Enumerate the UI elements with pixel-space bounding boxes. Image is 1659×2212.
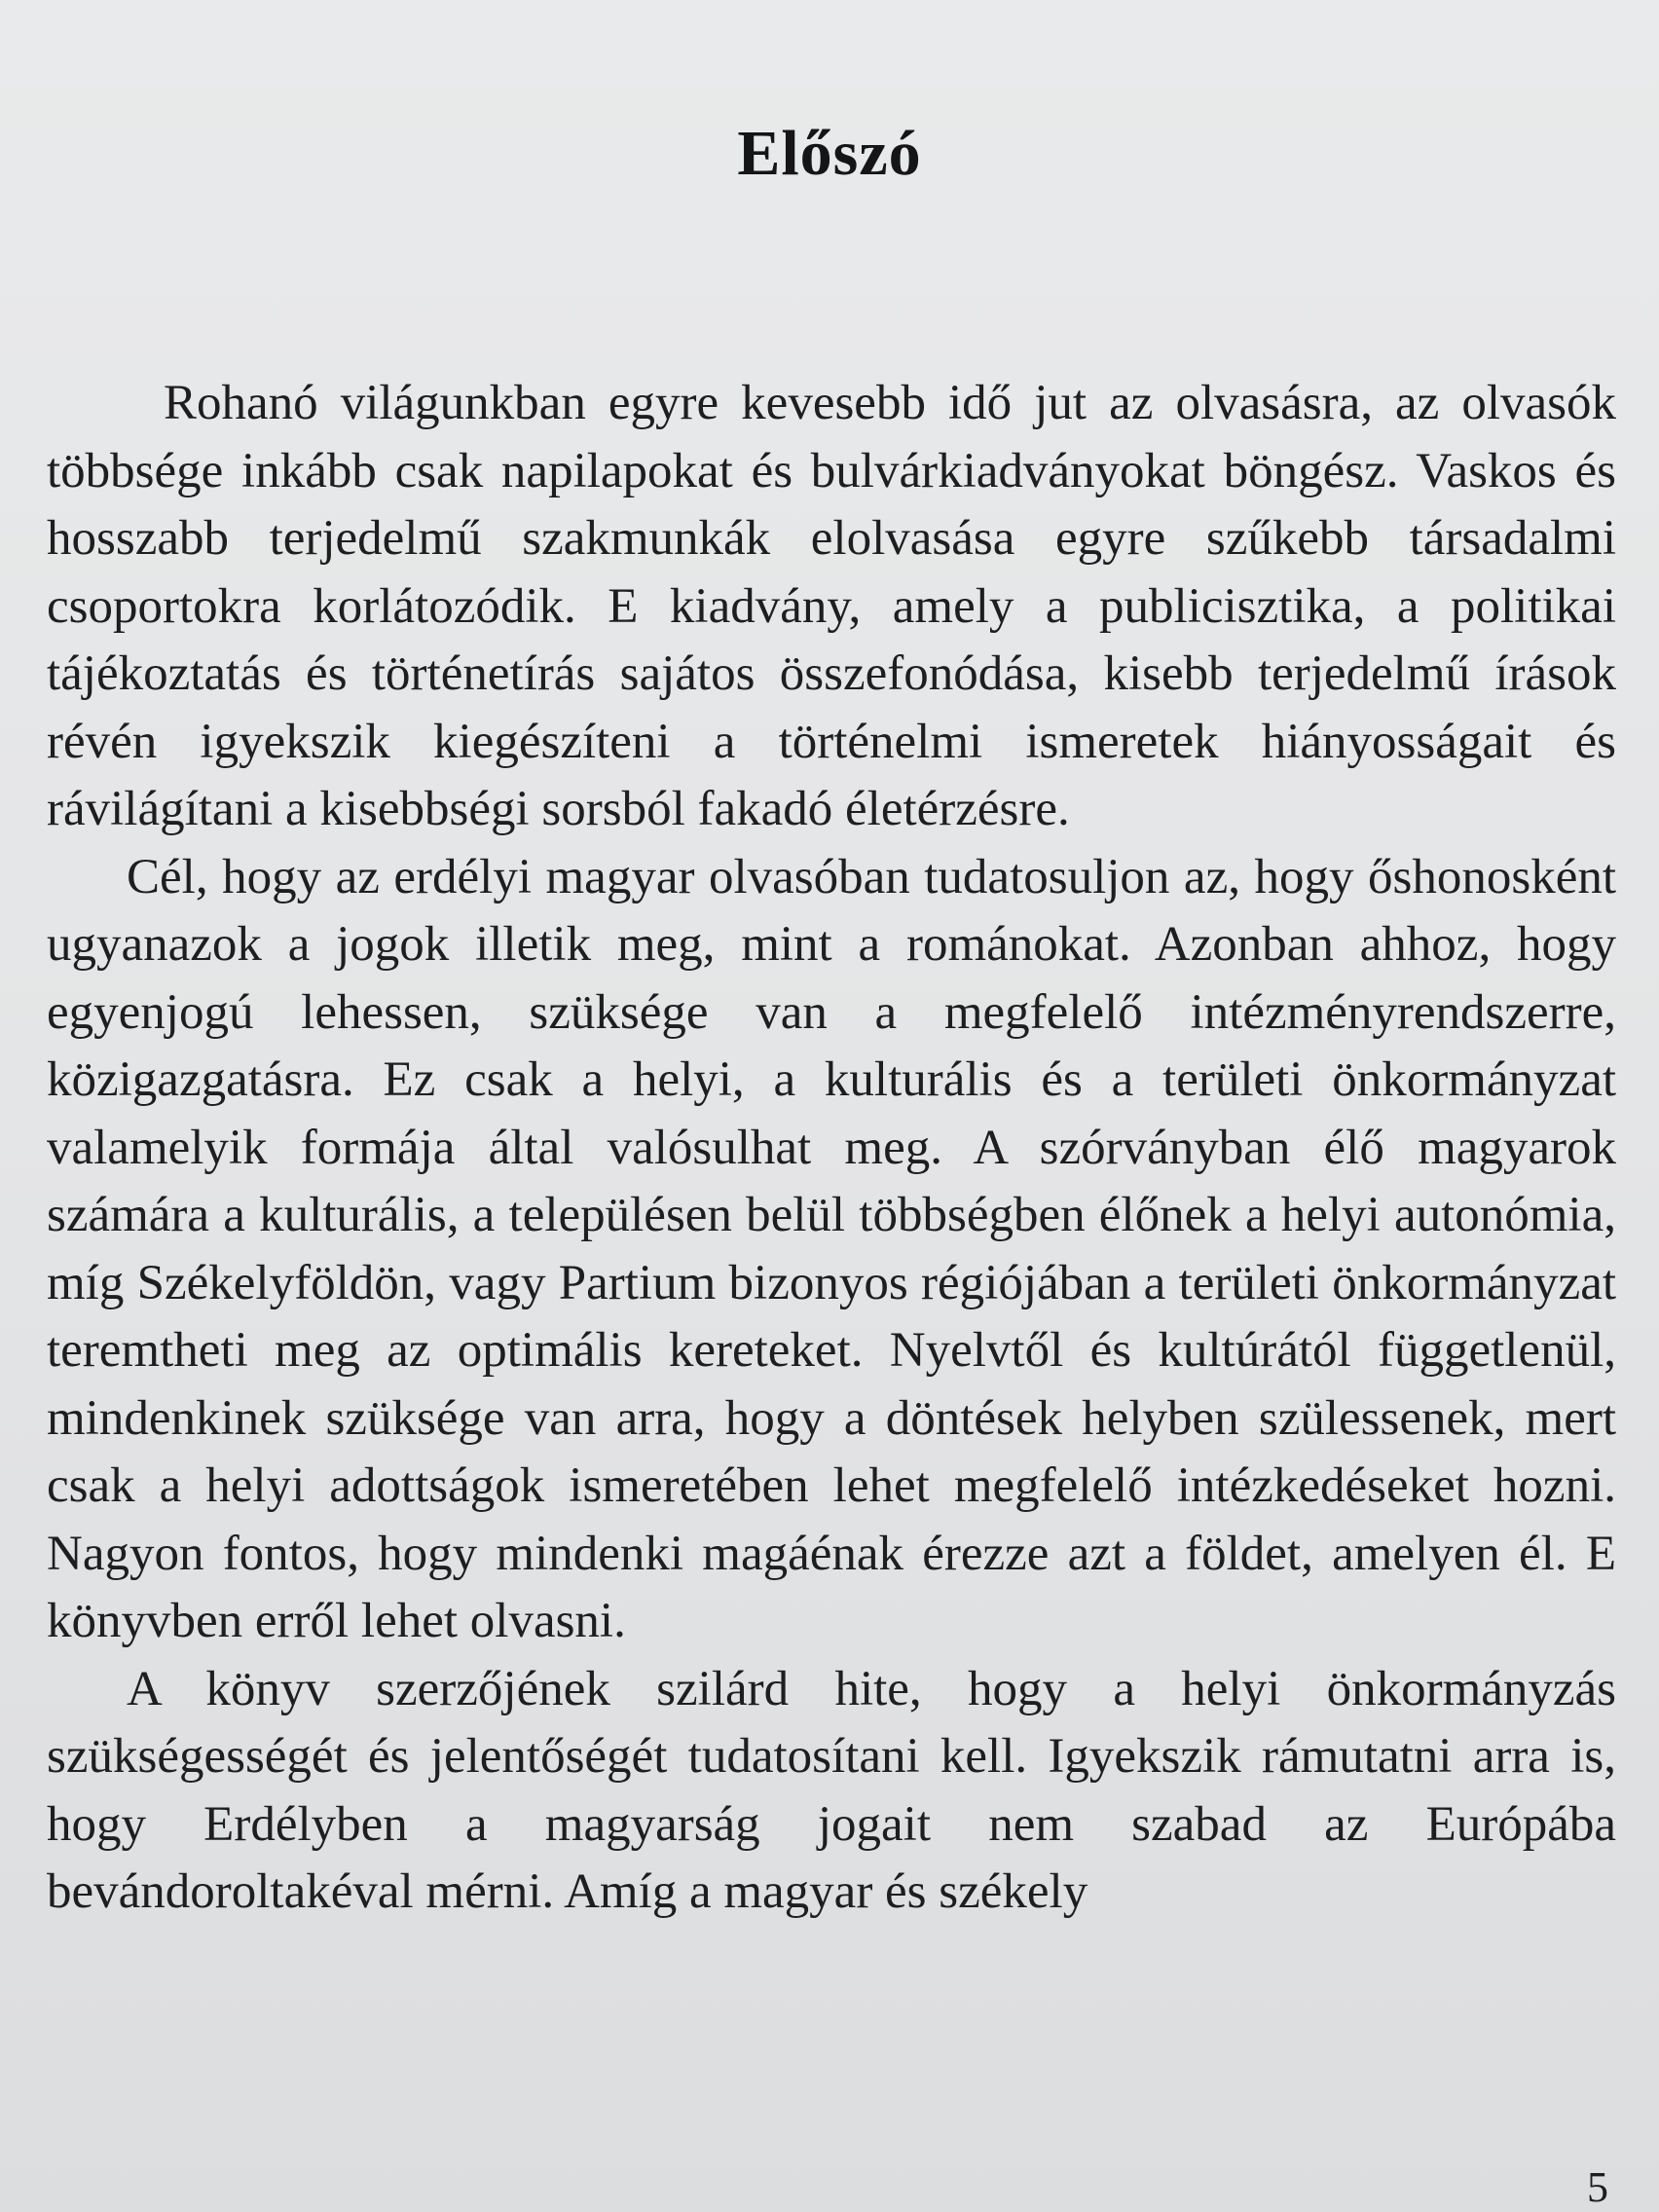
body-text xyxy=(47,370,1616,1927)
page-number: 5 xyxy=(1587,2163,1608,2211)
paragraph-1: Rohanó világunkban egyre kevesebb idő jut az olvasásra, az olvasók többsége inkább csak napilapokat és bulvárkiadványokat böngész. Vaskos és hosszabb terjedelmű szakmunkák elolvasása egyre szűkebb társadalmi csoportokra korlátozódik. E kiadvány, amely a publicisztika, a politikai tájékoztatás és történetírás sajátos összefonódása, kisebb terjedelmű írások révén igyekszik kiegészíteni a történelmi ismeretek hiányosságait és rávilágítani a kisebbségi sorsból fakadó életérzésre. xyxy=(47,376,1616,836)
page-title: Előszó xyxy=(737,118,922,189)
paragraph-2: Cél, hogy az erdélyi magyar olvasóban tudatosuljon az, hogy őshonosként ugyanazok a jogok illetik meg, mint a románokat. Azonban ahhoz, hogy egyenjogú lehessen, szüksége van a megfelelő intézményrendszerre, közigazgatásra. Ez csak a helyi, a kulturális és a területi önkormányzat valamelyik formája által valósulhat meg. A szórványban élő magyarok számára a kulturális, a településen belül többségben élőnek a helyi autonómia, míg Székelyföldön, vagy Partium bizonyos régiójában a területi önkormányzat teremtheti meg az optimális kereteket. Nyelvtől és kultúrától függetlenül, mindenkinek szüksége van arra, hogy a döntések helyben szülessenek, mert csak a helyi adottságok ismeretében lehet megfelelő intézkedéseket hozni. Nagyon fontos, hogy mindenki magáénak érezze azt a földet, amelyen él. E könyvben erről lehet olvasni. xyxy=(47,849,1616,1648)
paragraph-3: A könyv szerzőjének szilárd hite, hogy a helyi önkormányzás szükségességét és jelentőségét tudatosítani kell. Igyekszik rámutatni arra is, hogy Erdélyben a magyarság jogait nem szabad az Európába bevándoroltakéval mérni. Amíg a magyar és székely xyxy=(47,1661,1616,1919)
